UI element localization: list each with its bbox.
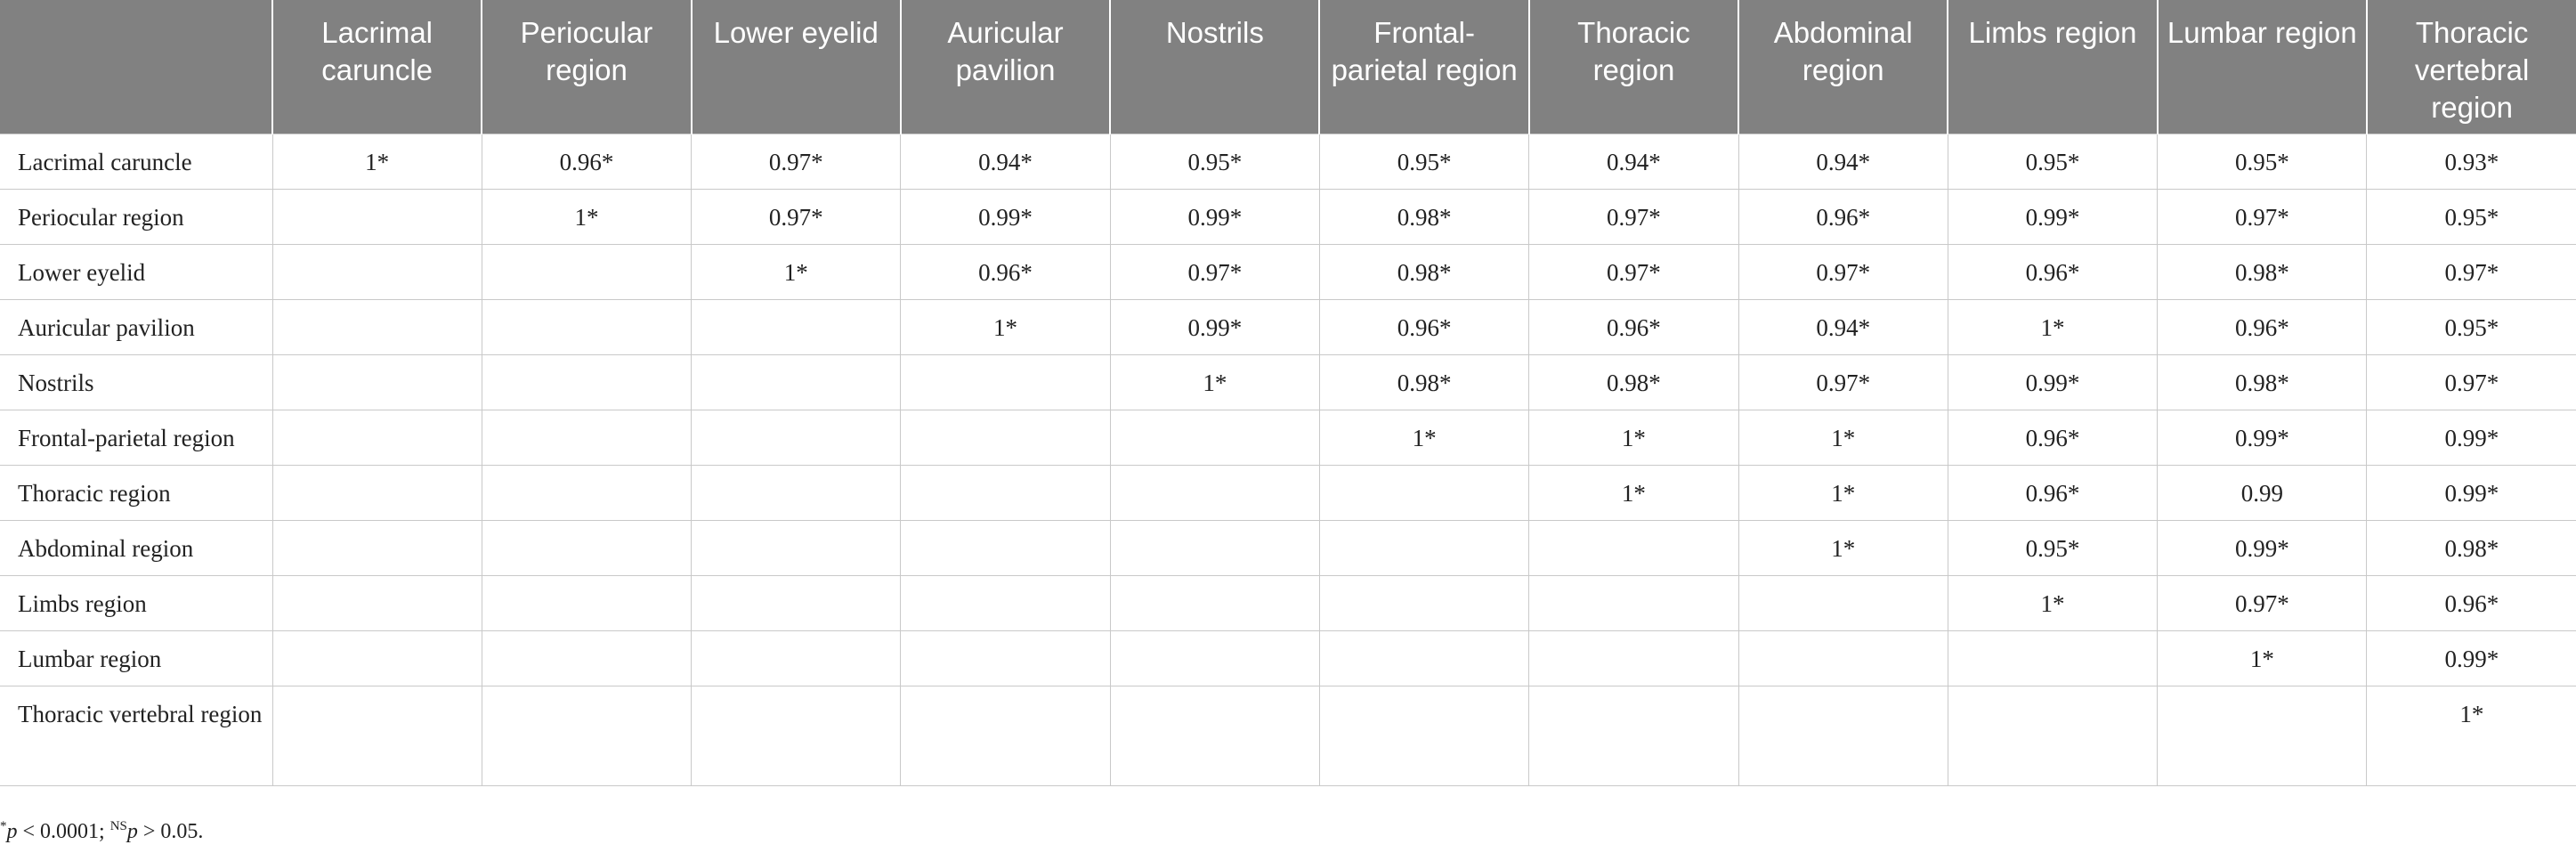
correlation-cell: 0.99*	[1110, 190, 1319, 245]
column-header: Nostrils	[1110, 0, 1319, 134]
row-label: Abdominal region	[0, 521, 272, 576]
correlation-cell: 0.96*	[1948, 245, 2157, 300]
correlation-cell: 0.99*	[1948, 355, 2157, 410]
table-row	[0, 576, 2576, 631]
correlation-cell: 0.95*	[1110, 134, 1319, 190]
correlation-cell: 0.95*	[1319, 134, 1528, 190]
column-header: Limbs region	[1948, 0, 2157, 134]
correlation-cell: 0.99*	[901, 190, 1110, 245]
column-header: Periocular region	[482, 0, 691, 134]
correlation-cell	[1319, 521, 1528, 576]
correlation-cell	[692, 355, 901, 410]
correlation-cell	[901, 631, 1110, 686]
correlation-cell	[272, 631, 482, 686]
correlation-cell: 1*	[692, 245, 901, 300]
correlation-cell: 0.97*	[692, 190, 901, 245]
correlation-cell: 1*	[1948, 576, 2157, 631]
correlation-cell	[692, 631, 901, 686]
correlation-cell	[1738, 686, 1948, 786]
correlation-cell: 0.96*	[1319, 300, 1528, 355]
table-row	[0, 300, 2576, 355]
column-header: Lower eyelid	[692, 0, 901, 134]
correlation-cell	[272, 190, 482, 245]
table-row	[0, 245, 2576, 300]
correlation-cell: 0.97*	[2158, 190, 2367, 245]
p-variable-ns: p	[126, 820, 138, 843]
correlation-cell	[482, 410, 691, 466]
column-header: Abdominal region	[1738, 0, 1948, 134]
correlation-cell	[901, 466, 1110, 521]
correlation-cell	[1529, 631, 1738, 686]
correlation-cell: 0.99*	[2367, 466, 2576, 521]
correlation-cell	[1319, 631, 1528, 686]
correlation-cell	[482, 355, 691, 410]
correlation-cell	[272, 355, 482, 410]
correlation-cell	[1948, 631, 2157, 686]
correlation-cell: 0.96*	[1738, 190, 1948, 245]
correlation-cell: 1*	[1319, 410, 1528, 466]
correlation-cell: 0.99*	[1948, 190, 2157, 245]
correlation-cell: 1*	[2367, 686, 2576, 786]
correlation-cell: 0.95*	[2367, 300, 2576, 355]
row-label: Frontal-parietal region	[0, 410, 272, 466]
correlation-cell	[1738, 576, 1948, 631]
footnote	[0, 819, 203, 844]
correlation-cell: 1*	[1738, 466, 1948, 521]
correlation-cell	[272, 245, 482, 300]
correlation-cell: 0.98*	[2367, 521, 2576, 576]
column-header: Frontal-parietal region	[1319, 0, 1528, 134]
correlation-cell	[1110, 466, 1319, 521]
correlation-cell: 0.99	[2158, 466, 2367, 521]
correlation-cell: 0.97*	[1738, 355, 1948, 410]
correlation-cell	[482, 576, 691, 631]
correlation-cell: 0.98*	[2158, 355, 2367, 410]
correlation-cell	[482, 631, 691, 686]
correlation-cell	[2158, 686, 2367, 786]
table-row	[0, 134, 2576, 190]
correlation-cell	[482, 466, 691, 521]
correlation-cell	[272, 576, 482, 631]
correlation-cell	[1110, 631, 1319, 686]
column-header: Auricular pavilion	[901, 0, 1110, 134]
row-label: Nostrils	[0, 355, 272, 410]
correlation-cell: 0.97*	[1529, 245, 1738, 300]
correlation-cell: 0.96*	[1948, 410, 2157, 466]
correlation-cell	[1319, 466, 1528, 521]
correlation-cell	[901, 686, 1110, 786]
correlation-cell: 0.94*	[1738, 300, 1948, 355]
correlation-cell	[272, 300, 482, 355]
row-label: Lower eyelid	[0, 245, 272, 300]
correlation-cell: 1*	[272, 134, 482, 190]
column-header: Lacrimal caruncle	[272, 0, 482, 134]
correlation-cell: 1*	[2158, 631, 2367, 686]
column-header: Thoracic region	[1529, 0, 1738, 134]
correlation-cell	[901, 410, 1110, 466]
correlation-cell: 0.99*	[2367, 631, 2576, 686]
correlation-cell: 1*	[482, 190, 691, 245]
correlation-cell	[901, 576, 1110, 631]
row-label: Thoracic region	[0, 466, 272, 521]
correlation-cell: 0.97*	[1110, 245, 1319, 300]
correlation-cell	[692, 686, 901, 786]
table-row	[0, 521, 2576, 576]
correlation-cell: 0.99*	[2158, 410, 2367, 466]
correlation-cell: 1*	[901, 300, 1110, 355]
correlation-cell	[692, 466, 901, 521]
correlation-cell: 0.98*	[1529, 355, 1738, 410]
correlation-cell: 0.94*	[1738, 134, 1948, 190]
table-row	[0, 466, 2576, 521]
row-label: Thoracic vertebral region	[0, 686, 272, 786]
row-label: Limbs region	[0, 576, 272, 631]
correlation-cell: 0.97*	[2367, 245, 2576, 300]
correlation-cell	[692, 576, 901, 631]
table-body	[0, 134, 2576, 786]
correlation-cell	[1110, 410, 1319, 466]
header-corner-cell	[0, 0, 272, 134]
correlation-cell: 1*	[1738, 410, 1948, 466]
correlation-cell	[1110, 521, 1319, 576]
correlation-cell	[1319, 686, 1528, 786]
correlation-cell	[692, 300, 901, 355]
correlation-cell: 1*	[1529, 466, 1738, 521]
correlation-cell	[272, 410, 482, 466]
significance-threshold: < 0.0001;	[17, 820, 110, 843]
significance-marker: *	[0, 819, 7, 833]
correlation-cell	[1110, 686, 1319, 786]
correlation-cell: 0.95*	[1948, 521, 2157, 576]
correlation-cell: 0.96*	[1529, 300, 1738, 355]
column-header: Lumbar region	[2158, 0, 2367, 134]
correlation-cell: 0.93*	[2367, 134, 2576, 190]
correlation-cell: 0.96*	[2367, 576, 2576, 631]
correlation-cell: 0.97*	[692, 134, 901, 190]
correlation-cell: 0.97*	[1529, 190, 1738, 245]
correlation-cell: 1*	[1110, 355, 1319, 410]
correlation-cell: 1*	[1948, 300, 2157, 355]
row-label: Lacrimal caruncle	[0, 134, 272, 190]
correlation-cell	[901, 355, 1110, 410]
correlation-cell: 0.96*	[901, 245, 1110, 300]
correlation-cell	[272, 521, 482, 576]
correlation-cell	[482, 245, 691, 300]
table-row	[0, 190, 2576, 245]
correlation-cell	[1110, 576, 1319, 631]
correlation-cell: 0.98*	[1319, 190, 1528, 245]
correlation-cell	[1529, 686, 1738, 786]
correlation-cell	[901, 521, 1110, 576]
correlation-cell: 0.99*	[1110, 300, 1319, 355]
correlation-cell	[692, 410, 901, 466]
correlation-cell: 0.95*	[1948, 134, 2157, 190]
not-significant-threshold: > 0.05.	[137, 820, 204, 843]
correlation-cell	[1948, 686, 2157, 786]
correlation-cell: 0.98*	[1319, 245, 1528, 300]
table-row	[0, 355, 2576, 410]
correlation-cell: 1*	[1529, 410, 1738, 466]
correlation-cell: 0.94*	[1529, 134, 1738, 190]
correlation-cell: 1*	[1738, 521, 1948, 576]
row-label: Periocular region	[0, 190, 272, 245]
correlation-cell	[1319, 576, 1528, 631]
p-variable: p	[6, 820, 18, 843]
correlation-cell: 0.97*	[2367, 355, 2576, 410]
correlation-cell	[1738, 631, 1948, 686]
table-row	[0, 410, 2576, 466]
correlation-cell	[1529, 576, 1738, 631]
row-label: Lumbar region	[0, 631, 272, 686]
correlation-cell: 0.95*	[2367, 190, 2576, 245]
correlation-cell	[482, 686, 691, 786]
correlation-cell: 0.94*	[901, 134, 1110, 190]
correlation-cell	[692, 521, 901, 576]
correlation-cell: 0.99*	[2367, 410, 2576, 466]
row-label: Auricular pavilion	[0, 300, 272, 355]
correlation-cell: 0.96*	[1948, 466, 2157, 521]
correlation-cell	[272, 466, 482, 521]
correlation-cell: 0.97*	[1738, 245, 1948, 300]
correlation-cell	[272, 686, 482, 786]
correlation-cell	[1529, 521, 1738, 576]
correlation-cell: 0.98*	[1319, 355, 1528, 410]
correlation-cell: 0.97*	[2158, 576, 2367, 631]
correlation-cell: 0.95*	[2158, 134, 2367, 190]
header-row	[0, 0, 2576, 134]
table-row	[0, 631, 2576, 686]
table-header	[0, 0, 2576, 134]
correlation-cell	[482, 300, 691, 355]
column-header: Thoracic vertebral region	[2367, 0, 2576, 134]
correlation-cell: 0.96*	[482, 134, 691, 190]
not-significant-marker: NS	[109, 819, 127, 833]
correlation-cell: 0.99*	[2158, 521, 2367, 576]
correlation-cell	[482, 521, 691, 576]
correlation-cell: 0.96*	[2158, 300, 2367, 355]
correlation-cell: 0.98*	[2158, 245, 2367, 300]
table-row	[0, 686, 2576, 786]
